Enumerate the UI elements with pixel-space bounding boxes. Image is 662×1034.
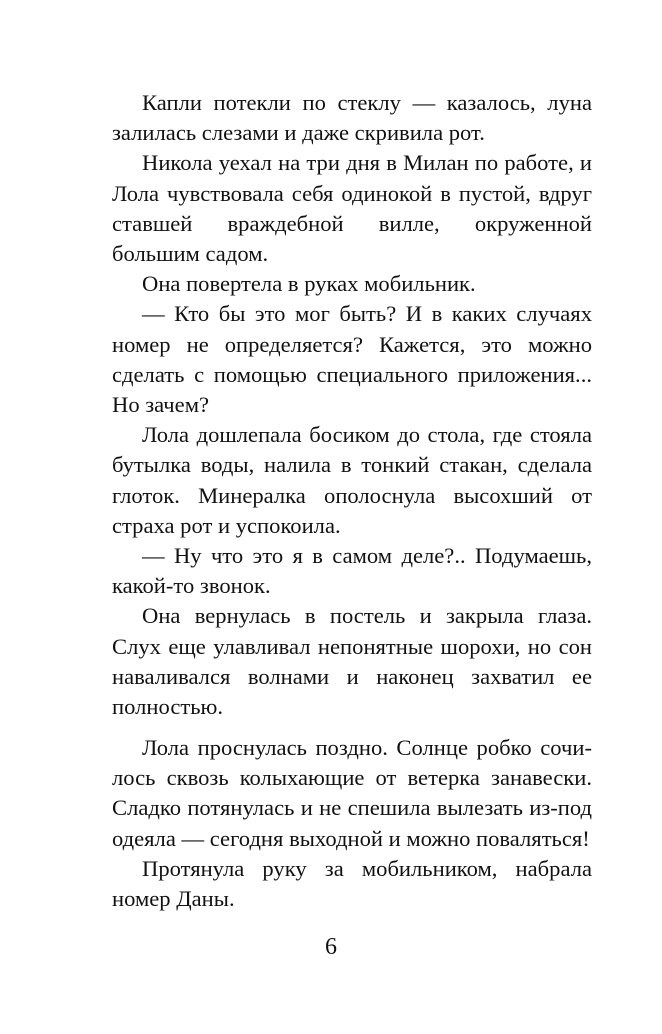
text-section-1 xyxy=(112,88,592,722)
paragraph: Никола уехал на три дня в Милан по работе, и Лола чувствовала себя одинокой в пустой, вдруг ставшей враждебной вилле, окруженной большим садом. xyxy=(112,150,592,267)
dialogue-paragraph: — Ну что это я в самом деле?.. Подумаешь, какой-то звонок. xyxy=(112,543,592,599)
paragraph: Она вернулась в постель и закрыла глаза. Слух еще улавливал непонятные шорохи, но сон наваливался волнами и наконец захватил ее полностью. xyxy=(112,603,592,720)
paragraph: Она повертела в руках мобильник. xyxy=(142,271,476,297)
paragraph: Протянула руку за мобильником, набрала номер Даны. xyxy=(112,855,592,912)
text-section-2 xyxy=(112,733,592,914)
paragraph: Капли потекли по стеклу — казалось, луна залилась слезами и даже скривила рот. xyxy=(112,90,592,146)
paragraph: Лола проснулась поздно. Солнце робко сочилось сквозь колыхающие от ветерка занавески. Сладко потянулась и не спешила вылезать из-под одеяла — сегодня выходной и можно поваляться! xyxy=(112,735,592,851)
paragraph: Лола дошлепала босиком до стола, где стояла бутылка воды, налила в тонкий стакан, сделала глоток. Минералка ополоснула высохший от страха рот и успокоила. xyxy=(112,422,592,538)
dialogue-paragraph: — Кто бы это мог быть? И в каких случаях номер не определяется? Кажется, это можно сделать с помощью специального приложения... Но зачем? xyxy=(112,301,592,418)
page-number: 6 xyxy=(325,934,337,960)
